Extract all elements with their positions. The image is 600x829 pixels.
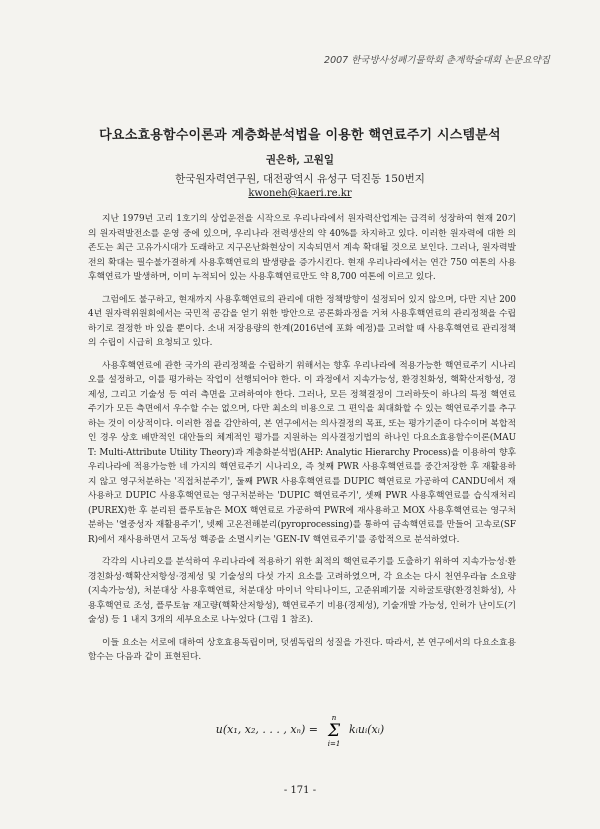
paragraph-1: 지난 1979년 고리 1호기의 상업운전을 시작으로 우리나라에서 원자력산업계는 급격히 성장하여 현재 20기의 원자력발전소를 운영 중에 있으며, 우리나라 전력생산의 약 40%를 차지하고 있다. 이러한 원자력에 대한 의존도는 최근 고유가시대가 도래하고 지구온난화현상이 지속되면서 계속 확대될 것으로 보인다. 그러나, 원자력발전의 확대는 필수불가결하게 사용후핵연료의 발생량을 증가시킨다. 현재 우리나라에서는 연간 750 여톤의 사용후핵연료가 발생하며, 이미 누적되어 있는 사용후핵연료만도 약 8,700 여톤에 이르고 있다.	[88, 214, 516, 282]
summation-symbol	[322, 712, 346, 748]
author-email: kwoneh@kaeri.re.kr	[248, 188, 352, 199]
author-names: 권은하, 고원일	[265, 154, 335, 166]
paper-title: 다요소효용함수이론과 계층화분석법을 이용한 핵연료주기 시스템분석	[99, 128, 501, 143]
formula-lhs: u(x₁, x₂, . . . , xₙ) =	[215, 723, 319, 736]
page-number: - 171 -	[283, 785, 317, 796]
formula-rhs: kᵢuᵢ(xᵢ)	[349, 723, 385, 736]
paragraph-4: 각각의 시나리오를 분석하여 우리나라에 적용하기 위한 최적의 핵연료주기를 도출하기 위하여 지속가능성·환경친화성·핵확산저항성·경제성 및 기술성의 다섯 가지 요소를 고려하였으며, 각 요소는 다시 천연우라늄 소요량(지속가능성), 처분대상 사용후핵연료, 처분대상 마이너 악티나이드, 고준위폐기물 지하굴토량(환경친화성), 사용후핵연료 조성, 플루토늄 재고량(핵확산저항성), 핵연료주기 비용(경제성), 기술개발 가능성, 인허가 난이도(기술성) 등 1 내지 3개의 세부요소로 나누었다 (그림 1 참조).	[88, 557, 516, 625]
abstract-body	[88, 212, 516, 673]
sigma-glyph: Σ	[327, 721, 340, 741]
sum-upper-limit: n	[331, 714, 336, 722]
paragraph-5: 이들 요소는 서로에 대하여 상호효용독립이며, 덧셈독립의 성질을 가진다. 따라서, 본 연구에서의 다요소효용함수는 다음과 같이 표현된다.	[88, 637, 516, 662]
author-affiliation: 한국원자력연구원, 대전광역시 유성구 덕진동 150번지	[175, 173, 425, 185]
paragraph-3: 사용후핵연료에 관한 국가의 관리정책을 수립하기 위해서는 향후 우리나라에 적용가능한 핵연료주기 시나리오를 설정하고, 이를 평가하는 작업이 선행되어야 한다. 이 과정에서 지속가능성, 환경친화성, 핵확산저항성, 경제성, 그리고 기술성 등 여러 측면을 고려하여야 한다. 그러나, 모든 정책결정이 그러하듯이 하나의 특정 핵연료주기가 모든 측면에서 우수할 수는 없으며, 다만 최소의 비용으로 그 편익을 최대화할 수 있는 핵연료주기를 추구하는 것이 이상적이다. 이러한 점을 감안하여, 본 연구에서는 의사결정의 목표, 또는 평가기준이 다수이며 복합적인 경우 상호 배반적인 대안들의 체계적인 평가를 지원하는 의사결정기법의 하나인 다요소효용함수이론(MAUT: Multi-Attribute Utility Theory)과 계층화분석법(AHP: Analytic Hierarchy Process)을 이용하여 향후 우리나라에 적용가능한 네 가지의 핵연료주기 시나리오, 즉 첫째 PWR 사용후핵연료를 중간저장한 후 재활용하지 않고 영구처분하는 '직접처분주기', 둘째 PWR 사용후핵연료를 DUPIC 핵연료로 가공하여 CANDU에서 재사용하고 DUPIC 사용후핵연료는 영구처분하는 'DUPIC 핵연료주기', 셋째 PWR 사용후핵연료를 습식재처리(PUREX)한 후 분리된 플루토늄은 MOX 핵연료로 가공하여 PWR에 재사용하고 MOX 사용후핵연료는 영구처분하는 '열중성자 재활용주기', 넷째 고온전해분리(pyroprocessing)를 통하여 금속핵연료를 만들어 고속로(SFR)에서 재사용하면서 고독성 핵종을 소멸시키는 'GEN-IV 핵연료주기'를 종합적으로 분석하였다.	[88, 360, 516, 545]
running-header: 2007 한국방사성폐기물학회 춘계학술대회 논문요약집	[324, 55, 550, 66]
paragraph-2: 그럼에도 불구하고, 현재까지 사용후핵연료의 관리에 대한 정책방향이 설정되어 있지 않으며, 다만 지난 2004년 원자력위원회에서는 국민적 공감을 얻기 위한 방안으로 공론화과정을 거쳐 사용후핵연료의 관리정책을 수립하기로 결정한 바 있을 뿐이다. 소내 저장용량의 한계(2016년에 포화 예정)를 고려할 때 사용후핵연료 관리정책의 수립이 시급히 요청되고 있다.	[88, 294, 516, 348]
sum-lower-limit: i=1	[327, 740, 340, 748]
utility-formula	[0, 712, 600, 748]
